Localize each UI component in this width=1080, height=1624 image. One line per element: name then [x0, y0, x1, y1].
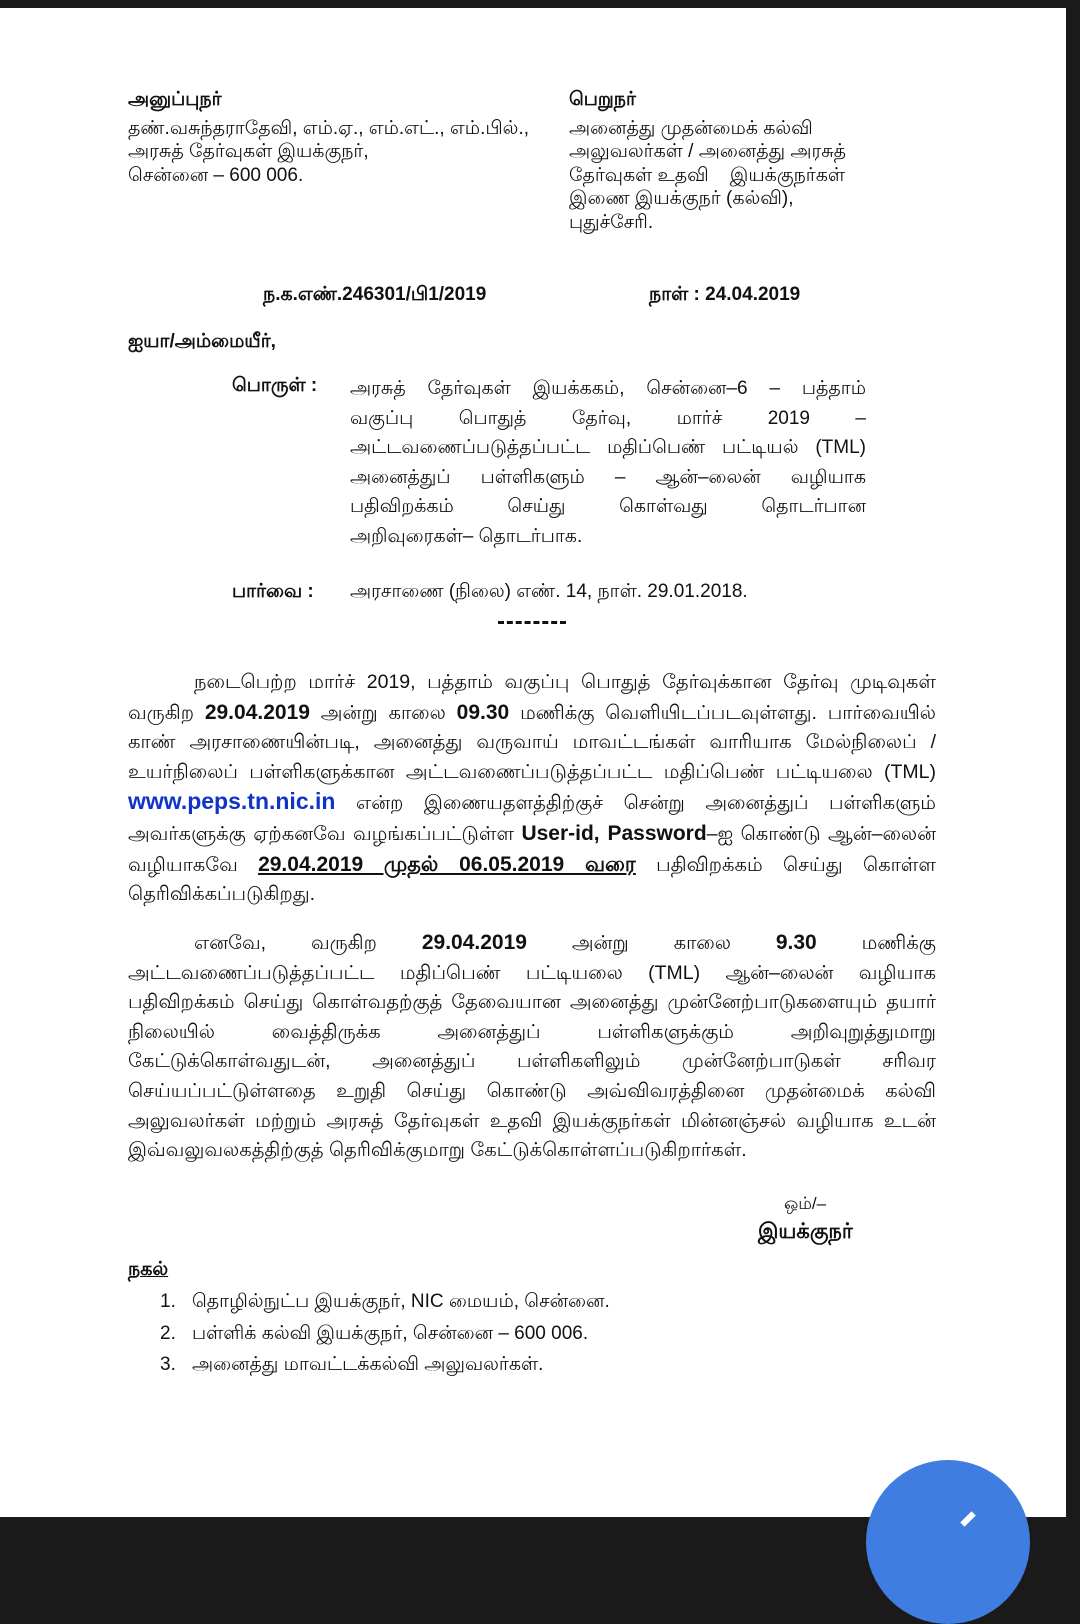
copy-list — [160, 1286, 860, 1381]
para-text: எனவே, வருகிற — [194, 932, 422, 954]
website-link[interactable]: www.peps.tn.nic.in — [128, 788, 336, 815]
recipient-line: தேர்வுகள் உதவி இயக்குநர்கள் — [569, 164, 846, 186]
copy-item-text: தொழில்நுட்ப இயக்குநர், NIC மையம், சென்னை. — [192, 1291, 610, 1312]
body-paragraph-2 — [128, 928, 936, 1166]
credentials-text: User-id, Password — [521, 821, 707, 845]
result-time: 9.30 — [775, 931, 817, 954]
download-period: 29.04.2019 முதல் 06.05.2019 வரை — [258, 852, 636, 876]
para-text: அன்று காலை — [526, 932, 776, 954]
edit-fab-button[interactable] — [866, 1460, 1030, 1624]
para-text: என்ற இணையதளத்திற்குச் சென்று அனைத்துப் பள்ளிகளும் அவர்களுக்கு ஏற்கனவே வழங்கப்பட்டுள்ள — [128, 792, 936, 845]
subject-text — [350, 374, 866, 552]
para-text: மணிக்கு வெளியிடப்படவுள்ளது. பார்வையில் காண் அரசாணையின்படி, அனைத்து வருவாய் மாவட்டங்கள் வாரியாக மேல்நிலைப் / உயர்நிலைப் பள்ளிகளுக்கான அட்டவணைப்படுத்தப்பட்ட மதிப்பெண் பட்டியலை (TML) — [128, 701, 936, 783]
copy-item-text: அனைத்து மாவட்டக்கல்வி அலுவலர்கள். — [192, 1354, 544, 1375]
recipient-line: இணை இயக்குநர் (கல்வி), — [569, 188, 794, 209]
recipient-heading: பெறுநர் — [569, 89, 636, 110]
body-paragraph-1 — [128, 668, 936, 910]
copy-heading: நகல் — [128, 1259, 169, 1280]
subject-label: பொருள் : — [232, 375, 318, 396]
para-text: –ஐ கொண்டு ஆன்–லைன் வழியாகவே — [128, 822, 937, 876]
para-text: பதிவிறக்கம் செய்து கொள்ள தெரிவிக்கப்படுகிறது. — [128, 853, 936, 906]
copy-item-number: 2. — [160, 1322, 176, 1344]
subject-line: பதிவிறக்கம் செய்து கொள்வது தொடர்பான — [350, 496, 866, 518]
reference-label: பார்வை : — [232, 581, 314, 602]
para-text: மணிக்கு அட்டவணைப்படுத்தப்பட்ட மதிப்பெண் பட்டியலை (TML) ஆன்–லைன் வழியாக பதிவிறக்கம் செய்து கொள்வதற்குத் தேவையான அனைத்து முன்னேற்பாடுகளையும் தயார் நிலையில் வைத்திருக்க அனைத்துப் பள்ளிகளுக்கும் அறிவுறுத்துமாறு கேட்டுக்கொள்வதுடன், அனைத்துப் பள்ளிகளிலும் முன்னேற்பாடுகள் சரிவர செய்யப்பட்டுள்ளதை உறுதி செய்து கொண்டு அவ்விவரத்தினை முதன்மைக் கல்வி அலுவலர்கள் மற்றும் அரசுத் தேர்வுகள் உதவி இயக்குநர்கள் மின்னஞ்சல் வழியாக உடன் இவ்வலுவலகத்திற்குத் தெரிவிக்குமாறு கேட்டுக்கொள்ளப்படுகிறார்கள். — [128, 932, 937, 1162]
copy-item — [160, 1349, 860, 1381]
result-date: 29.04.2019 — [204, 700, 310, 724]
recipient-line: அலுவலர்கள் / அனைத்து அரசுத் — [569, 141, 847, 162]
result-date: 29.04.2019 — [421, 931, 527, 954]
subject-line: அனைத்துப் பள்ளிகளும் – ஆன்–லைன் வழியாக — [350, 466, 866, 488]
sender-heading: அனுப்புநர் — [128, 89, 222, 110]
signatory-title: இயக்குநர் — [758, 1220, 853, 1243]
subject-line: வகுப்பு பொதுத் தேர்வு, மார்ச் 2019 – — [350, 407, 866, 429]
sender-line: சென்னை – 600 006. — [128, 164, 304, 186]
recipient-line: அனைத்து முதன்மைக் கல்வி — [569, 117, 813, 139]
reference-number: ந.க.எண்.246301/பி1/2019 — [263, 284, 487, 305]
subject-line: அட்டவணைப்படுத்தப்பட்ட மதிப்பெண் பட்டியல் (TML) — [350, 437, 866, 459]
copy-item — [160, 1286, 860, 1318]
sender-line: அரசுத் தேர்வுகள் இயக்குநர், — [128, 141, 369, 162]
copy-item-text: பள்ளிக் கல்வி இயக்குநர், சென்னை – 600 006. — [192, 1322, 589, 1344]
para-text: அன்று காலை — [309, 701, 457, 724]
salutation: ஐயா/அம்மையீர், — [128, 331, 276, 352]
letter-date: நாள் : 24.04.2019 — [649, 284, 801, 305]
divider — [498, 621, 566, 624]
copy-item — [160, 1318, 860, 1350]
sender-block — [128, 88, 568, 187]
signed-mark: ஒம்/– — [784, 1194, 827, 1213]
reference-text: அரசாணை (நிலை) எண். 14, நாள். 29.01.2018. — [350, 581, 748, 602]
copy-item-number: 3. — [160, 1354, 176, 1375]
subject-line: அரசுத் தேர்வுகள் இயக்ககம், சென்னை–6 – பத்தாம் — [350, 378, 866, 399]
sender-line: தண்.வசுந்தராதேவி, எம்.ஏ., எம்.எட்., எம்.பில்., — [128, 117, 530, 139]
subject-line: அறிவுரைகள்– தொடர்பாக. — [350, 525, 583, 547]
para-text: நடைபெற்ற மார்ச் 2019, பத்தாம் வகுப்பு பொதுத் தேர்வுக்கான தேர்வு முடிவுகள் வருகிற — [128, 671, 936, 724]
copy-item-number: 1. — [160, 1291, 176, 1312]
recipient-line: புதுச்சேரி. — [569, 211, 654, 233]
document-page — [0, 8, 1066, 1517]
result-time: 09.30 — [456, 700, 510, 724]
recipient-block — [569, 88, 929, 234]
